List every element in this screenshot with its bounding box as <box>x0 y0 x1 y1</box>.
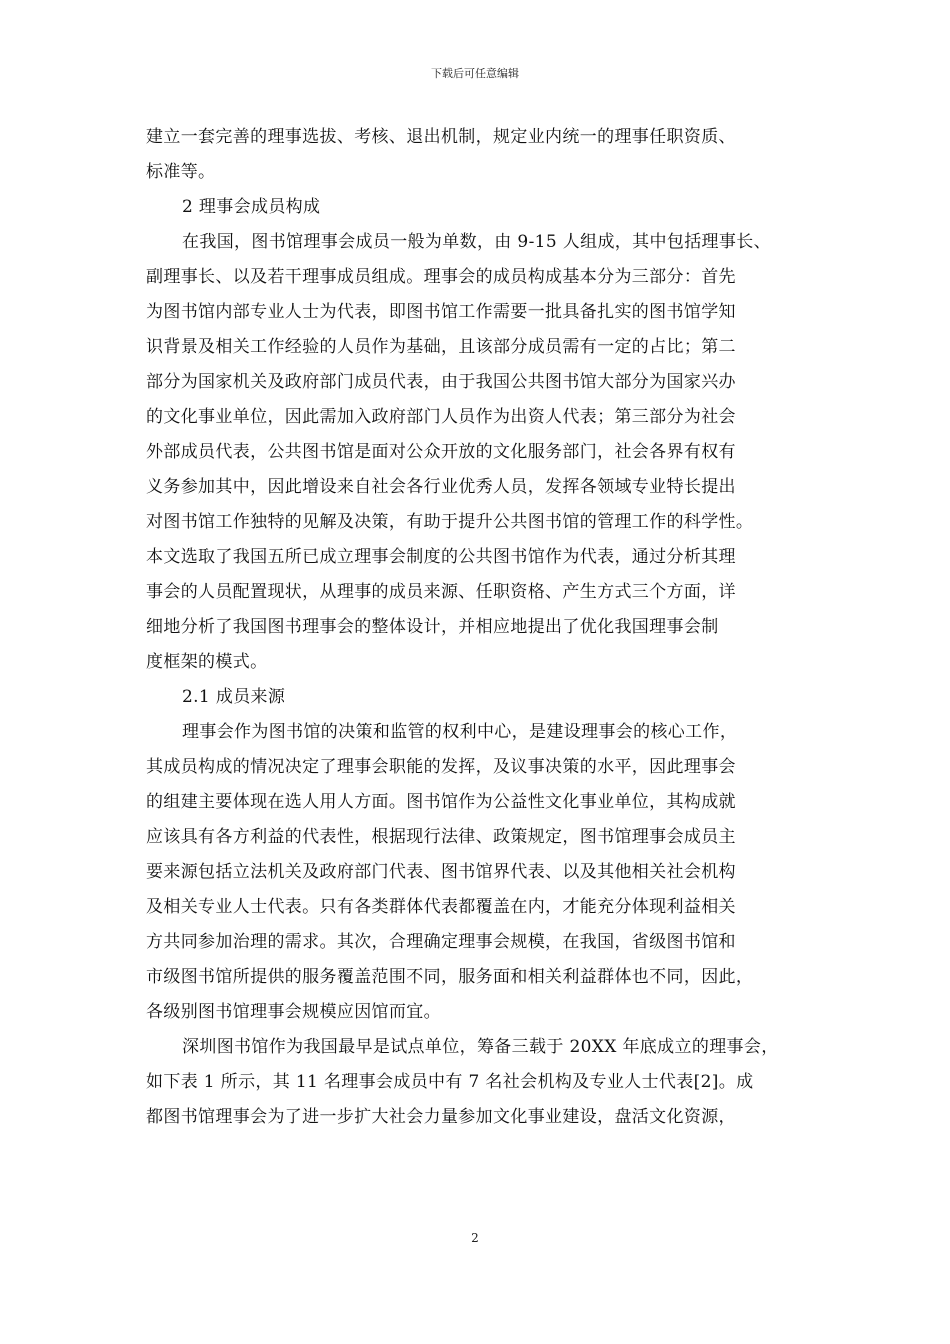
text-line: 要来源包括立法机关及政府部门代表、图书馆界代表、以及其他相关社会机构 <box>146 862 736 882</box>
text-line: 对图书馆工作独特的见解及决策，有助于提升公共图书馆的管理工作的科学性。 <box>146 512 754 532</box>
paragraph-first-line: 在我国，图书馆理事会成员一般为单数，由 9-15 人组成，其中包括理事长、 <box>182 232 771 252</box>
text-line: 应该具有各方利益的代表性，根据现行法律、政策规定，图书馆理事会成员主 <box>146 827 736 847</box>
text-line: 本文选取了我国五所已成立理事会制度的公共图书馆作为代表，通过分析其理 <box>146 547 736 567</box>
section-heading: 2 理事会成员构成 <box>182 197 321 217</box>
text-line: 标准等。 <box>146 162 216 182</box>
page-header: 下载后可任意编辑 <box>431 67 519 80</box>
text-line: 义务参加其中，因此增设来自社会各行业优秀人员，发挥各领域专业特长提出 <box>146 477 736 497</box>
text-line: 外部成员代表，公共图书馆是面对公众开放的文化服务部门，社会各界有权有 <box>146 442 736 462</box>
text-line: 为图书馆内部专业人士为代表，即图书馆工作需要一批具备扎实的图书馆学知 <box>146 302 736 322</box>
paragraph-first-line: 理事会作为图书馆的决策和监管的权利中心，是建设理事会的核心工作， <box>182 722 738 742</box>
text-line: 方共同参加治理的需求。其次，合理确定理事会规模，在我国，省级图书馆和 <box>146 932 736 952</box>
text-line: 都图书馆理事会为了进一步扩大社会力量参加文化事业建设，盘活文化资源， <box>146 1107 736 1127</box>
text-line: 度框架的模式。 <box>146 652 268 672</box>
text-line: 的文化事业单位，因此需加入政府部门人员作为出资人代表；第三部分为社会 <box>146 407 736 427</box>
text-line: 识背景及相关工作经验的人员作为基础，且该部分成员需有一定的占比；第二 <box>146 337 736 357</box>
text-line: 其成员构成的情况决定了理事会职能的发挥，及议事决策的水平，因此理事会 <box>146 757 736 777</box>
paragraph-first-line: 深圳图书馆作为我国最早是试点单位，筹备三载于 20XX 年底成立的理事会， <box>182 1037 779 1057</box>
text-line: 副理事长、以及若干理事成员组成。理事会的成员构成基本分为三部分：首先 <box>146 267 736 287</box>
text-line: 的组建主要体现在选人用人方面。图书馆作为公益性文化事业单位，其构成就 <box>146 792 736 812</box>
subsection-heading: 2.1 成员来源 <box>182 687 286 707</box>
text-line: 市级图书馆所提供的服务覆盖范围不同，服务面和相关利益群体也不同，因此， <box>146 967 754 987</box>
text-line: 如下表 1 所示，其 11 名理事会成员中有 7 名社会机构及专业人士代表[2]。成 <box>146 1072 754 1092</box>
text-line: 部分为国家机关及政府部门成员代表，由于我国公共图书馆大部分为国家兴办 <box>146 372 736 392</box>
text-line: 细地分析了我国图书理事会的整体设计，并相应地提出了优化我国理事会制 <box>146 617 719 637</box>
text-line: 及相关专业人士代表。只有各类群体代表都覆盖在内，才能充分体现利益相关 <box>146 897 736 917</box>
text-line: 建立一套完善的理事选拔、考核、退出机制，规定业内统一的理事任职资质、 <box>146 127 736 147</box>
page-number: 2 <box>471 1231 479 1245</box>
text-line: 事会的人员配置现状，从理事的成员来源、任职资格、产生方式三个方面，详 <box>146 582 736 602</box>
text-line: 各级别图书馆理事会规模应因馆而宜。 <box>146 1002 441 1022</box>
document-body <box>146 120 812 1135</box>
